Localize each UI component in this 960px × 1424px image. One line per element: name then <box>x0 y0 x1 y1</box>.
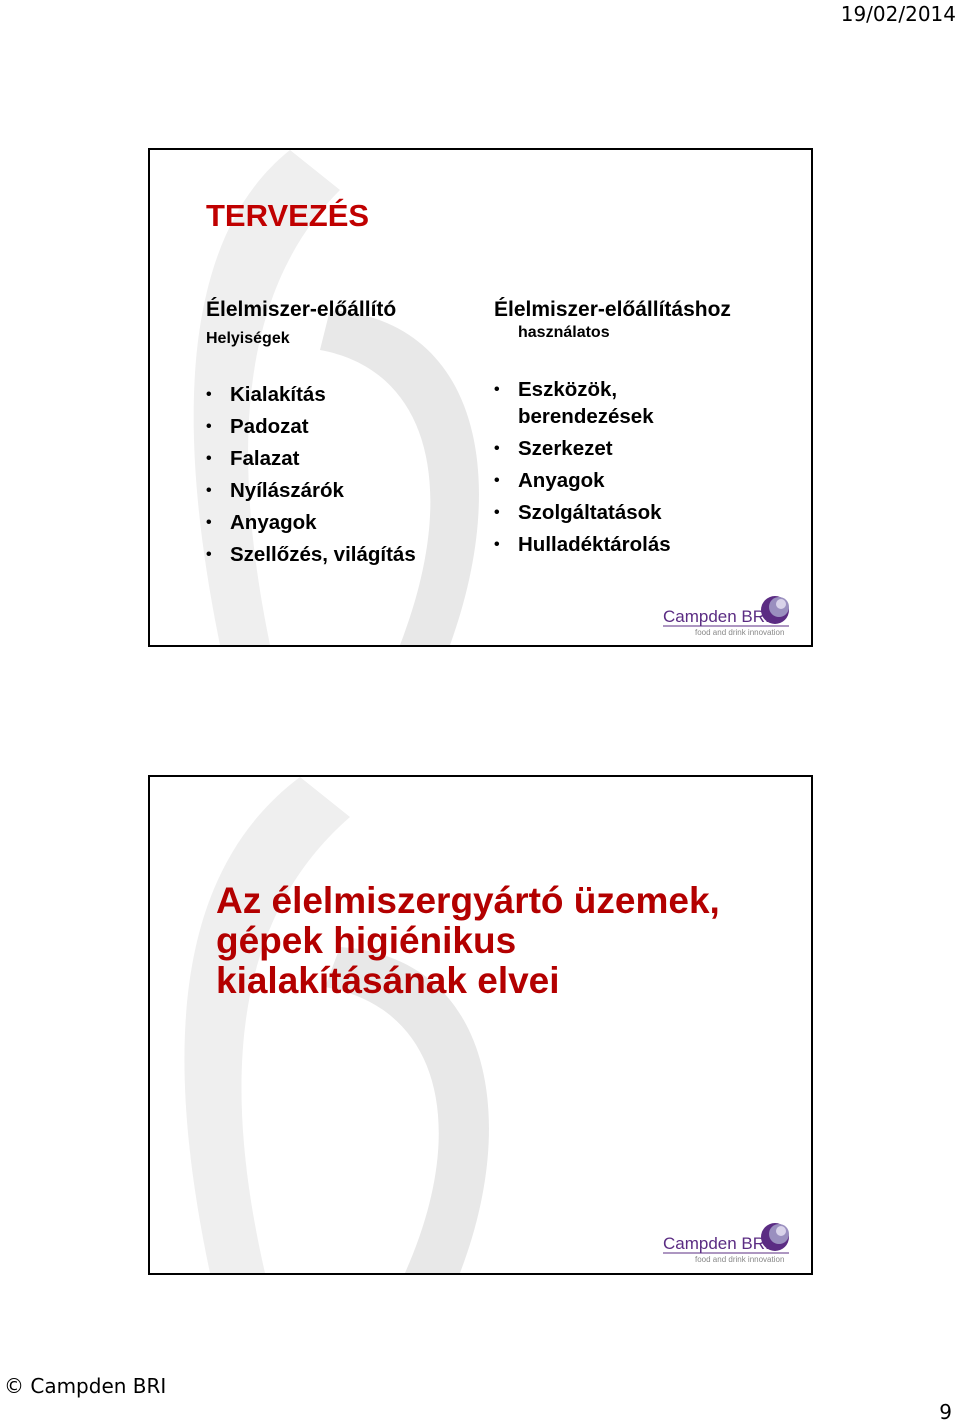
list-item: • Eszközök, berendezések <box>494 376 714 430</box>
slide-1 <box>148 148 813 647</box>
left-column-subheading: Helyiségek <box>206 330 290 347</box>
footer-copyright: © Campden BRI <box>4 1374 167 1398</box>
list-item: • Anyagok <box>206 507 416 539</box>
logo-name: Campden BRI <box>663 1234 770 1253</box>
list-item: • Nyílászárók <box>206 475 416 507</box>
page-number: 9 <box>939 1400 952 1424</box>
campden-bri-logo <box>663 1221 793 1267</box>
title-line: gépek higiénikus <box>216 920 517 961</box>
slide-title: TERVEZÉS <box>206 198 370 233</box>
right-bullet-list <box>494 376 714 558</box>
list-item: • Szerkezet <box>494 435 714 462</box>
slide-title <box>216 881 720 1001</box>
list-item: • Szellőzés, világítás <box>206 539 416 571</box>
list-item: • Hulladéktárolás <box>494 531 714 558</box>
left-bullet-list <box>206 379 416 571</box>
logo-tagline: food and drink innovation <box>695 628 785 637</box>
list-item: • Szolgáltatások <box>494 499 714 526</box>
list-item: • Kialakítás <box>206 379 416 411</box>
title-line: kialakításának elvei <box>216 960 560 1001</box>
right-column-subheading: használatos <box>518 324 610 341</box>
background-swirl-graphic <box>150 777 811 1273</box>
slide-2 <box>148 775 813 1275</box>
logo-name: Campden BRI <box>663 607 770 626</box>
document-date: 19/02/2014 <box>840 2 956 26</box>
right-column-heading: Élelmiszer-előállításhoz <box>494 298 731 321</box>
left-column-heading: Élelmiszer-előállító <box>206 298 397 321</box>
list-item: • Falazat <box>206 443 416 475</box>
campden-bri-logo <box>663 594 793 640</box>
list-item: • Padozat <box>206 411 416 443</box>
list-item: • Anyagok <box>494 467 714 494</box>
logo-tagline: food and drink innovation <box>695 1255 785 1264</box>
title-line: Az élelmiszergyártó üzemek, <box>216 880 720 921</box>
